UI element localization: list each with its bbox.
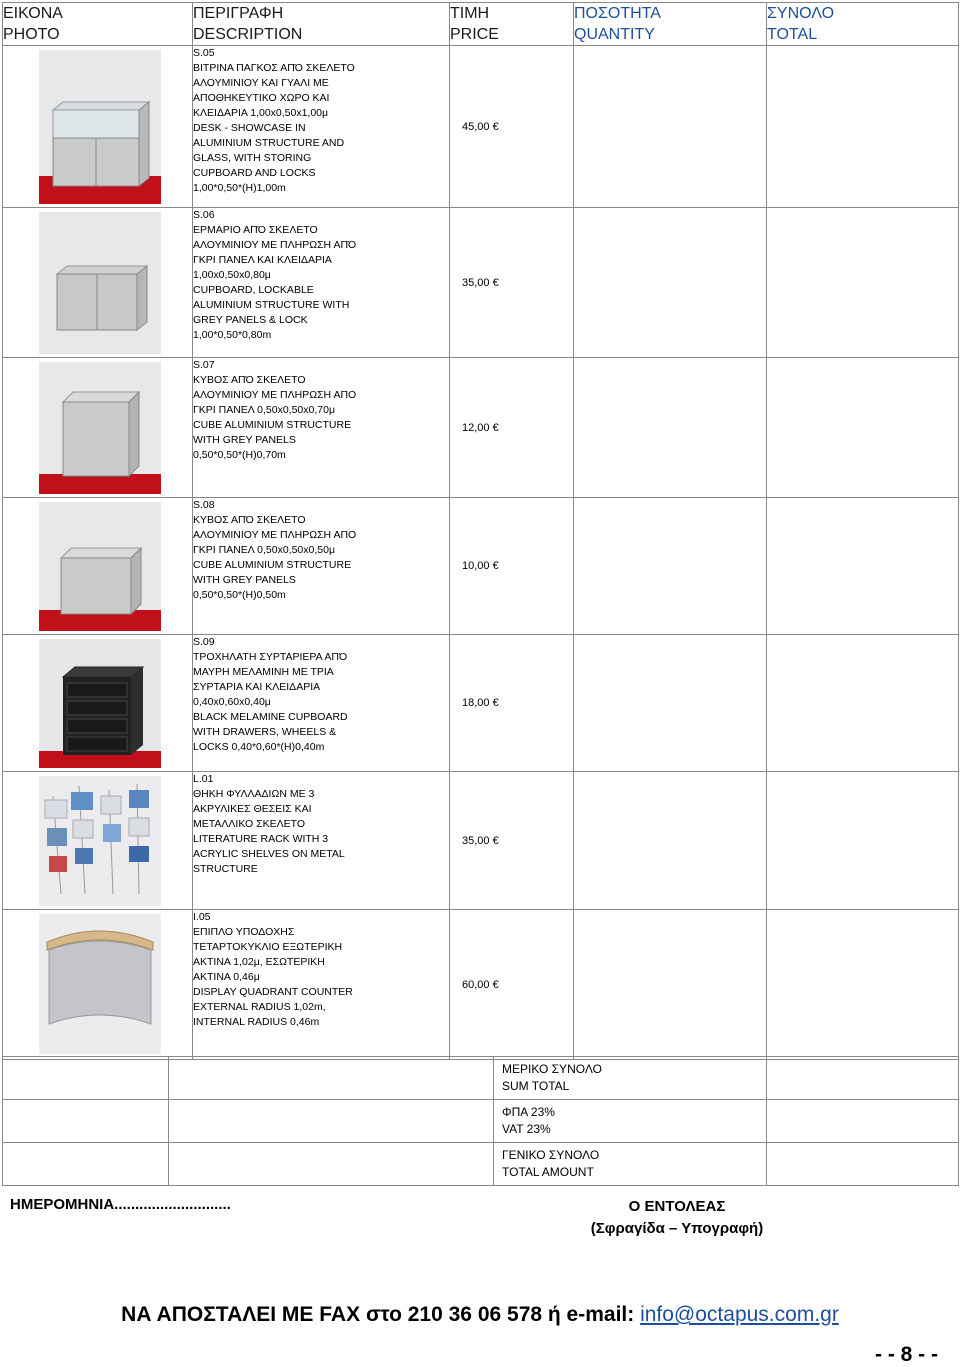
total-cell (767, 772, 959, 910)
total-cell (767, 46, 959, 208)
photo-cell (3, 358, 193, 498)
drawer-unit-image (39, 639, 161, 768)
total-cell (767, 358, 959, 498)
item-price: 45,00 € (450, 46, 574, 208)
quantity-cell[interactable] (574, 635, 767, 772)
vat-value[interactable] (767, 1100, 959, 1143)
vat-label: ΦΠΑ 23% VAT 23% (494, 1100, 767, 1143)
item-price: 10,00 € (450, 498, 574, 635)
totals-row (3, 1143, 959, 1186)
total-cell (767, 208, 959, 358)
quantity-cell[interactable] (574, 208, 767, 358)
grand-total-value[interactable] (767, 1143, 959, 1186)
item-description: S.09 ΤΡΟΧΗΛΑΤΗ ΣΥΡΤΑΡΙΕΡΑ ΑΠΌ ΜΑΥΡΗ ΜΕΛΑΜΙΝΗ ΜΕ ΤΡΙΑ ΣΥΡΤΑΡΙΑ ΚΑΙ ΚΛΕΙΔΑΡΙΑ 0,40x0,60x0,40μ BLACK MELAMINE CUPBOARD WITH DRAWERS, WHEELS & LOCKS 0,40*0,60*(H)0,40m (193, 635, 450, 772)
cube-image (39, 362, 161, 494)
quantity-cell[interactable] (574, 498, 767, 635)
date-field: ΗΜΕΡΟΜΗΝΙΑ............................ (10, 1196, 231, 1213)
page-number: - - 8 - - (875, 1343, 938, 1366)
blank-cell (169, 1057, 494, 1100)
blank-cell (3, 1143, 169, 1186)
cube-small-image (39, 502, 161, 631)
photo-cell (3, 46, 193, 208)
item-description: I.05 ΕΠΙΠΛΟ ΥΠΟΔΟΧΗΣ ΤΕΤΑΡΤΟΚΥΚΛΙΟ ΕΞΩΤΕΡΙΚΗ ΑΚΤΙΝΑ 1,02μ, ΕΣΩΤΕΡΙΚΗ ΑΚΤΙΝΑ 0,46μ DISPLAY QUADRANT COUNTER EXTERNAL RADIUS 1,02m, INTERNAL RADIUS 0,46m (193, 910, 450, 1060)
total-cell (767, 910, 959, 1060)
photo-cell (3, 772, 193, 910)
signature-block (587, 1196, 767, 1240)
stamp-label: (Σφραγίδα – Υπογραφή) (590, 1220, 764, 1237)
totals-row (3, 1100, 959, 1143)
table-header (3, 3, 959, 46)
photo-cell (3, 635, 193, 772)
fax-text: ΝΑ ΑΠΟΣΤΑΛΕΙ ΜΕ FAX στο 210 36 06 578 ή e-mail: (121, 1303, 641, 1326)
header-description: ΠΕΡΙΓΡΑΦΗ DESCRIPTION (193, 3, 450, 46)
photo-cell (3, 910, 193, 1060)
quadrant-counter-image (39, 914, 161, 1054)
item-description: S.05 ΒΙΤΡΙΝΑ ΠΑΓΚΟΣ ΑΠΌ ΣΚΕΛΕΤΟ ΑΛΟΥΜΙΝΙΟΥ ΚΑΙ ΓΥΑΛΙ ΜΕ ΑΠΟΘΗΚΕΥΤΙΚΟ ΧΩΡΟ ΚΑΙ ΚΛΕΙΔΑΡΙΑ 1,00x0,50x1,00μ DESK - SHOWCASE IN ALUMINIUM STRUCTURE AND GLASS, WITH STORING CUPBOARD AND LOCKS 1,00*0,50*(H)1,00m (193, 46, 450, 208)
photo-cell (3, 208, 193, 358)
blank-cell (3, 1057, 169, 1100)
table-row (3, 772, 959, 910)
header-photo: ΕΙΚΟΝΑ PHOTO (3, 3, 193, 46)
blank-cell (169, 1143, 494, 1186)
sum-total-label: ΜΕΡΙΚΟ ΣΥΝΟΛΟ SUM TOTAL (494, 1057, 767, 1100)
table-row (3, 498, 959, 635)
showcase-cabinet-image (39, 50, 161, 204)
literature-rack-image (39, 776, 161, 906)
header-price: ΤΙΜΗ PRICE (450, 3, 574, 46)
quantity-cell[interactable] (574, 358, 767, 498)
sum-total-value[interactable] (767, 1057, 959, 1100)
blank-cell (169, 1100, 494, 1143)
item-price: 12,00 € (450, 358, 574, 498)
table-row (3, 910, 959, 1060)
table-row (3, 635, 959, 772)
item-description: S.07 ΚΥΒΟΣ ΑΠΌ ΣΚΕΛΕΤΟ ΑΛΟΥΜΙΝΙΟΥ ΜΕ ΠΛΗΡΩΣΗ ΑΠΟ ΓΚΡΙ ΠΑΝΕΛ 0,50x0,50x0,70μ CUBE ALUMINIUM STRUCTURE WITH GREY PANELS 0,50*0,50*(H)0,70m (193, 358, 450, 498)
item-price: 35,00 € (450, 208, 574, 358)
quantity-cell[interactable] (574, 772, 767, 910)
table-row (3, 358, 959, 498)
cupboard-image (39, 212, 161, 354)
product-table (2, 2, 959, 1060)
photo-cell (3, 498, 193, 635)
grand-total-label: ΓΕΝΙΚΟ ΣΥΝΟΛΟ TOTAL AMOUNT (494, 1143, 767, 1186)
quantity-cell[interactable] (574, 910, 767, 1060)
signer-label: Ο ΕΝΤΟΛΕΑΣ (628, 1198, 726, 1215)
table-row (3, 208, 959, 358)
totals-table (2, 1056, 959, 1186)
item-price: 35,00 € (450, 772, 574, 910)
fax-instructions (0, 1303, 960, 1327)
total-cell (767, 635, 959, 772)
table-row (3, 46, 959, 208)
total-cell (767, 498, 959, 635)
header-quantity: ΠΟΣΟΤΗΤΑ QUANTITY (574, 3, 767, 46)
item-description: S.06 ΕΡΜΑΡΙΟ ΑΠΌ ΣΚΕΛΕΤΟ ΑΛΟΥΜΙΝΙΟΥ ΜΕ ΠΛΗΡΩΣΗ ΑΠΌ ΓΚΡΙ ΠΑΝΕΛ ΚΑΙ ΚΛΕΙΔΑΡΙΑ 1,00x0,50x0,80μ CUPBOARD, LOCKABLE ALUMINIUM STRUCTURE WITH GREY PANELS & LOCK 1,00*0,50*0,80m (193, 208, 450, 358)
email-link[interactable]: info@octapus.com.gr (640, 1303, 839, 1326)
quantity-cell[interactable] (574, 46, 767, 208)
item-price: 60,00 € (450, 910, 574, 1060)
blank-cell (3, 1100, 169, 1143)
header-total: ΣΥΝΟΛΟ TOTAL (767, 3, 959, 46)
totals-row (3, 1057, 959, 1100)
item-description: L.01 ΘΗΚΗ ΦΥΛΛΑΔΙΩΝ ΜΕ 3 ΑΚΡΥΛΙΚΕΣ ΘΕΣΕΙΣ ΚΑΙ ΜΕΤΑΛΛΙΚΟ ΣΚΕΛΕΤΟ LITERATURE RACK WITH 3 ACRYLIC SHELVES ON METAL STRUCTURE (193, 772, 450, 910)
item-price: 18,00 € (450, 635, 574, 772)
item-description: S.08 ΚΥΒΟΣ ΑΠΌ ΣΚΕΛΕΤΟ ΑΛΟΥΜΙΝΙΟΥ ΜΕ ΠΛΗΡΩΣΗ ΑΠΟ ΓΚΡΙ ΠΑΝΕΛ 0,50x0,50x0,50μ CUBE ALUMINIUM STRUCTURE WITH GREY PANELS 0,50*0,50*(H)0,50m (193, 498, 450, 635)
